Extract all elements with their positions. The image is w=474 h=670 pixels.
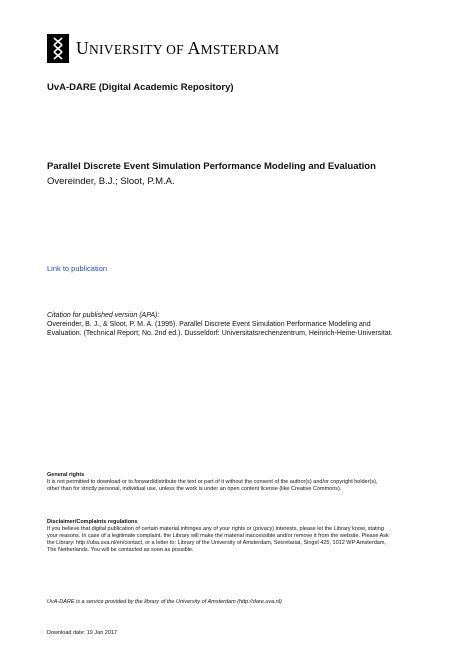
- service-statement: UvA-DARE is a service provided by the library of the University of Amsterdam (http://dare.uva.nl): [47, 599, 282, 605]
- download-date: Download date: 19 Jan 2017: [47, 630, 118, 636]
- general-rights-heading: General rights: [47, 472, 85, 478]
- general-rights-line-2: other than for strictly personal, individual use, unless the work is under an open content license (like Creative Commons).: [47, 486, 342, 492]
- disclaimer-line-1: If you believe that digital publication of certain material infringes any of your rights or (privacy) interests, please let the Library know, stating: [47, 526, 384, 532]
- document-title: Parallel Discrete Event Simulation Performance Modeling and Evaluation: [47, 161, 376, 172]
- university-name-initial: U: [76, 38, 89, 58]
- repository-title: UvA-DARE (Digital Academic Repository): [47, 82, 234, 93]
- general-rights-line-1: It is not permitted to download or to forward/distribute the text or part of it without the consent of the author(s) and/or copyright holder(s),: [47, 479, 378, 485]
- citation-heading: Citation for published version (APA):: [47, 312, 160, 319]
- citation-line-2: Evaluation. (Technical Report; No. 2nd ed.). Dusseldorf: Universitatsrechenzentrum, Heinrich-Heine-Universitat.: [47, 330, 393, 337]
- citation-line-1: Overeinder, B. J., & Sloot, P. M. A. (1995). Parallel Discrete Event Simulation Performance Modeling and: [47, 321, 371, 328]
- university-name-tail: MSTERDAM: [200, 42, 280, 57]
- university-name-middle: NIVERSITY OF: [88, 42, 188, 57]
- university-name: [76, 38, 279, 59]
- disclaimer-line-4: The Netherlands. You will be contacted as soon as possible.: [47, 547, 194, 553]
- document-authors: Overeinder, B.J.; Sloot, P.M.A.: [47, 176, 175, 187]
- disclaimer-heading: Disclaimer/Complaints regulations: [47, 519, 138, 525]
- disclaimer-line-3: the Library: http://uba.uva.nl/en/contact, or a letter to: Library of the University of Amsterdam, Secretariat, Singel 425, 1012 WP Amsterdam,: [47, 540, 386, 546]
- university-name-a: A: [187, 38, 201, 58]
- uva-crosses-logo-icon: [47, 34, 69, 63]
- link-to-publication[interactable]: Link to publication: [47, 264, 108, 273]
- disclaimer-line-2: your reasons. In case of a legitimate complaint, the Library will make the material inaccessible and/or remove it from the website. Please Ask: [47, 533, 389, 539]
